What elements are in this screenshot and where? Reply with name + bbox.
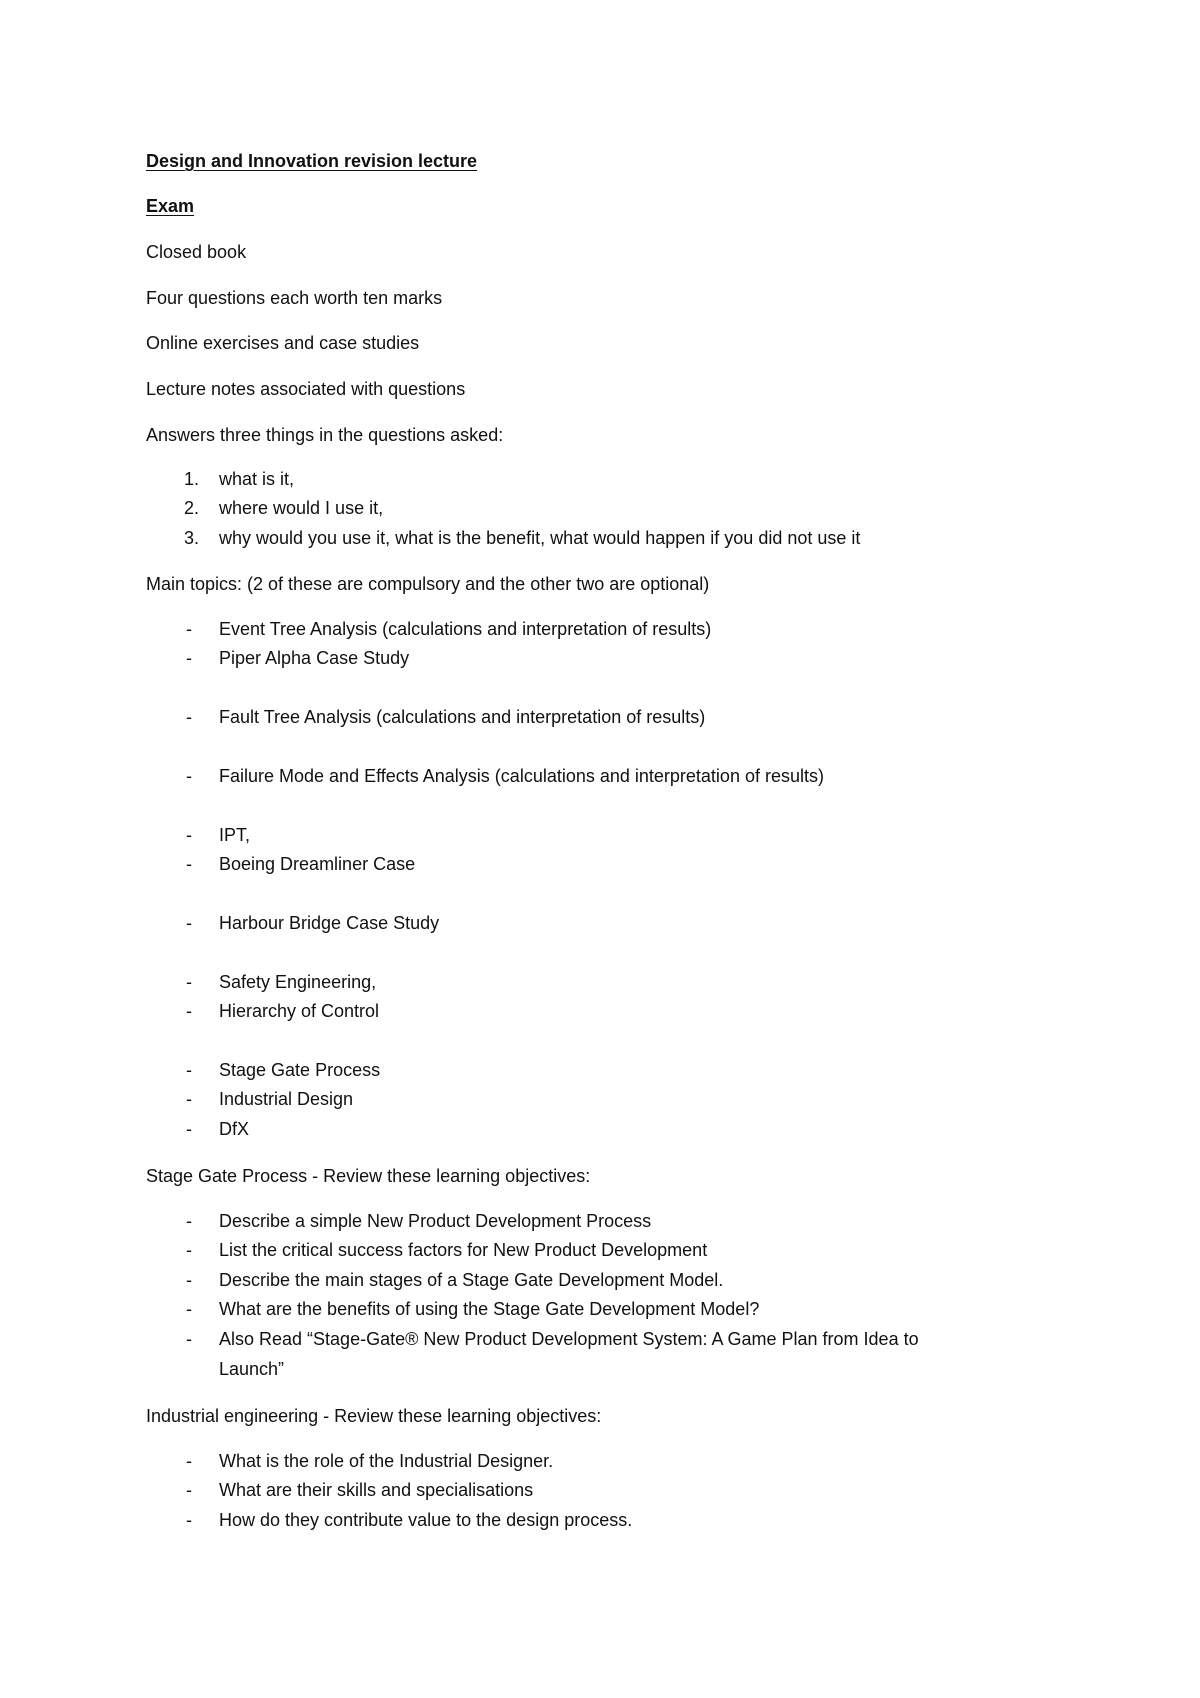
exam-line: Closed book	[146, 242, 247, 262]
list-item: Boeing Dreamliner Case	[219, 854, 416, 874]
list-bullet: -	[186, 707, 192, 727]
list-item: IPT,	[219, 825, 251, 845]
list-item: How do they contribute value to the design process.	[219, 1510, 633, 1530]
list-item: Fault Tree Analysis (calculations and interpretation of results)	[219, 707, 706, 727]
list-bullet: -	[186, 1510, 192, 1530]
list-bullet: -	[186, 648, 192, 668]
list-bullet: -	[186, 1089, 192, 1109]
main-topics-heading: Main topics: (2 of these are compulsory and the other two are optional)	[146, 574, 710, 594]
list-marker: 2.	[184, 498, 200, 518]
exam-line: Four questions each worth ten marks	[146, 288, 443, 308]
list-item: Describe a simple New Product Development Process	[219, 1211, 652, 1231]
list-item: why would you use it, what is the benefit, what would happen if you did not use it	[219, 528, 861, 548]
exam-line: Lecture notes associated with questions	[146, 379, 466, 399]
list-bullet: -	[186, 1211, 192, 1231]
exam-heading: Exam	[146, 196, 195, 216]
list-bullet: -	[186, 1240, 192, 1260]
list-bullet: -	[186, 1480, 192, 1500]
list-marker: 3.	[184, 528, 200, 548]
list-item: What are their skills and specialisations	[219, 1480, 534, 1500]
list-bullet: -	[186, 972, 192, 992]
list-item: Failure Mode and Effects Analysis (calculations and interpretation of results)	[219, 766, 824, 786]
list-item-continuation: Launch”	[219, 1359, 285, 1379]
list-bullet: -	[186, 1119, 192, 1139]
list-item: Event Tree Analysis (calculations and interpretation of results)	[219, 619, 712, 639]
list-bullet: -	[186, 1299, 192, 1319]
list-bullet: -	[186, 1001, 192, 1021]
list-item: Hierarchy of Control	[219, 1001, 380, 1021]
list-bullet: -	[186, 1270, 192, 1290]
list-bullet: -	[186, 1451, 192, 1471]
document-title: Design and Innovation revision lecture	[146, 151, 478, 171]
list-bullet: -	[186, 619, 192, 639]
list-item: Also Read “Stage-Gate® New Product Development System: A Game Plan from Idea to	[219, 1329, 919, 1349]
list-item: Harbour Bridge Case Study	[219, 913, 440, 933]
list-bullet: -	[186, 825, 192, 845]
list-bullet: -	[186, 766, 192, 786]
list-item: Stage Gate Process	[219, 1060, 381, 1080]
list-item: where would I use it,	[219, 498, 384, 518]
list-item: Describe the main stages of a Stage Gate Development Model.	[219, 1270, 724, 1290]
list-item: List the critical success factors for New Product Development	[219, 1240, 708, 1260]
list-item: What is the role of the Industrial Designer.	[219, 1451, 554, 1471]
list-item: Safety Engineering,	[219, 972, 377, 992]
list-bullet: -	[186, 1329, 192, 1349]
list-bullet: -	[186, 854, 192, 874]
list-item: Industrial Design	[219, 1089, 354, 1109]
list-marker: 1.	[184, 469, 200, 489]
list-item: what is it,	[219, 469, 295, 489]
exam-line: Online exercises and case studies	[146, 333, 420, 353]
stage-gate-heading: Stage Gate Process - Review these learning objectives:	[146, 1166, 591, 1186]
list-bullet: -	[186, 1060, 192, 1080]
list-bullet: -	[186, 913, 192, 933]
list-item: What are the benefits of using the Stage Gate Development Model?	[219, 1299, 760, 1319]
industrial-heading: Industrial engineering - Review these learning objectives:	[146, 1406, 602, 1426]
exam-line: Answers three things in the questions asked:	[146, 425, 504, 445]
list-item: DfX	[219, 1119, 250, 1139]
list-item: Piper Alpha Case Study	[219, 648, 410, 668]
